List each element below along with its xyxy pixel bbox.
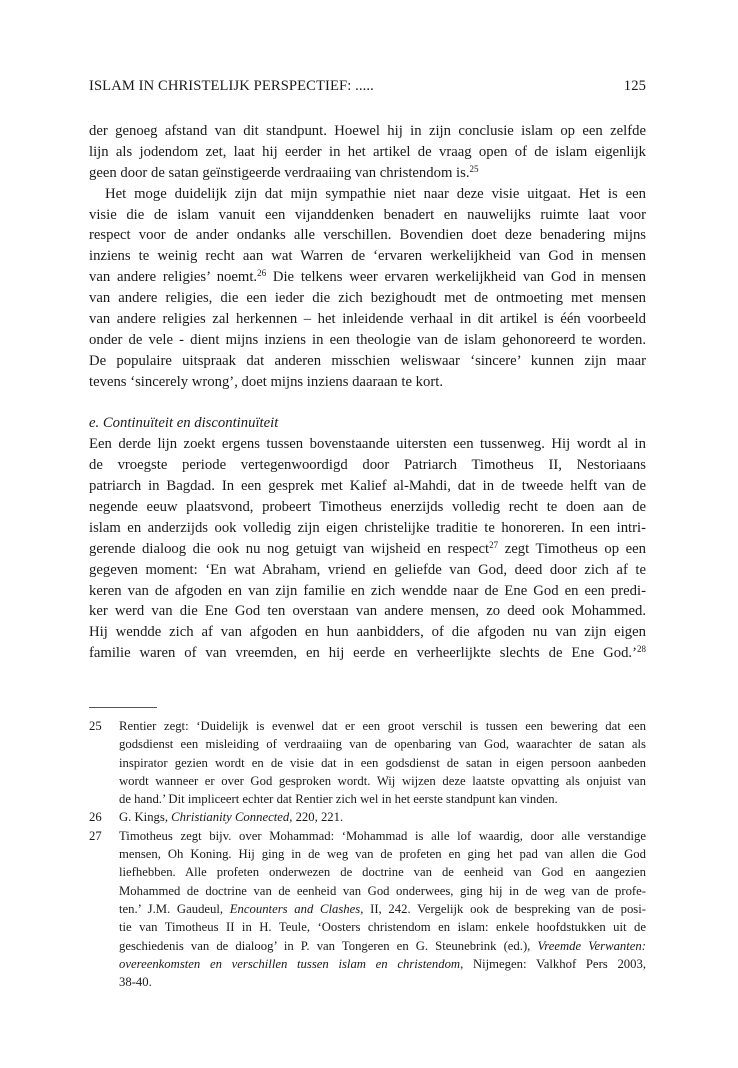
footnote-line: mensen, Oh Koning. Hij ging in de weg van de profeten en ging het pad van allen die God xyxy=(119,847,646,862)
footnote-line xyxy=(119,937,646,955)
body-line: ker werd van die Ene God ten overstaan van andere mensen, zo deed ook Mohammed. xyxy=(89,603,646,620)
body-line: Een derde lijn zoekt ergens tussen bovenstaande uitersten een tussenweg. Hij wordt al in xyxy=(89,436,646,453)
body-line-text: zegt Timotheus op een xyxy=(498,540,647,557)
footnote-ref-26[interactable]: 26 xyxy=(257,268,267,279)
footnote-line: liefhebben. Alle profeten onderwezen de doctrine van de eenheid van God en aangezien xyxy=(119,865,646,880)
body-line: der genoeg afstand van dit standpunt. Hoewel hij in zijn conclusie islam op een zelfde xyxy=(89,123,646,139)
body-line: inziens te weinig recht aan wat Warren de ‘ervaren werkelijkheid van God in mensen xyxy=(89,248,646,265)
body-line xyxy=(89,267,646,288)
section-heading: e. Continuïteit en discontinuïteit xyxy=(89,415,279,432)
footnote-line: Timotheus zegt bijv. over Mohammad: ‘Mohammad is alle lof waardig, door alle verstandige xyxy=(119,828,646,843)
footnote-number: 26 xyxy=(89,810,102,825)
footnote-number: 25 xyxy=(89,719,102,733)
body-line xyxy=(89,163,646,184)
footnote-26 xyxy=(89,808,646,826)
body-line: lijn als jodendom zet, laat hij eerder in het artikel de vraag open of de islam eigenlijk xyxy=(89,143,646,160)
body-line xyxy=(89,539,646,560)
footnote-line: 38-40. xyxy=(119,975,152,990)
footnotes xyxy=(89,717,646,991)
body-line: onder de vele - dient mijns inziens in een theologie van de islam gehonoreerd te worden. xyxy=(89,331,646,348)
footnote-separator xyxy=(89,707,157,708)
body-line: gegeven moment: ‘En wat Abraham, vriend en geliefde van God, deed door zich af te xyxy=(89,561,646,578)
body-line-text: gerende dialoog die ook nu nog getuigt van wijsheid en respect xyxy=(89,540,490,557)
footnote-27 xyxy=(89,827,646,992)
footnote-line: de hand.’ Dit impliceert echter dat Rentier zich wel in het eerste standpunt kan vinden. xyxy=(119,792,558,807)
footnote-text: , II, 242. Vergelijk ook de bespreking van de posi- xyxy=(360,901,646,916)
body-line-text: van andere religies’ noemt. xyxy=(89,269,258,286)
footnote-line: wordt wanneer er over God gesproken wordt. Wij wijzen deze laatste opvatting als onjuist van xyxy=(119,773,646,788)
body-line: Het moge duidelijk zijn dat mijn sympathie niet naar deze visie uitgaat. Het is een xyxy=(105,185,646,202)
footnote-ref-25[interactable]: 25 xyxy=(469,163,479,174)
body-line: De populaire uitspraak dat anderen misschien weliswaar ‘sincere’ kunnen zijn maar xyxy=(89,352,646,369)
body-line-text: geen door de satan geïnstigeerde verdraaiing van christendom is. xyxy=(89,164,470,181)
page-number: 125 xyxy=(623,78,646,94)
footnote-ref-27[interactable]: 27 xyxy=(489,539,499,550)
footnote-line: Mohammed de doctrine van de eenheid van God onderwees, ging hij in de weg van de profe- xyxy=(119,883,646,898)
book-title: overeenkomsten en verschillen tussen islam en christendom xyxy=(119,956,461,971)
footnote-line: godsdienst een misleiding of verdraaiing van de openbaring van God, waarachter de satan als xyxy=(119,737,646,752)
footnote-line xyxy=(119,900,646,918)
footnote-text: geschiedenis van de dialoog’ in P. van Tongeren en G. Steunebrink (ed.), xyxy=(119,938,538,953)
footnote-line: tie van Timotheus II in H. Teule, ‘Oosters christendom en islam: enkele hoofdstukken uit de xyxy=(119,920,646,935)
paragraph-gap xyxy=(89,393,646,414)
body-text xyxy=(89,121,646,664)
footnote-text: ten.’ J.M. Gaudeul, xyxy=(119,901,230,916)
body-line: van andere religies, die een ieder die zich bezighoudt met de ontmoeting met mensen xyxy=(89,290,646,307)
footnote-text: G. Kings, xyxy=(119,810,172,825)
body-line: keren van de afgoden en van zijn familie en zich wendde naar de Ene God en een predi- xyxy=(89,582,646,599)
book-title: Christianity Connected xyxy=(171,810,290,825)
footnote-text: , 220, 221. xyxy=(289,810,344,825)
footnote-line xyxy=(119,808,646,826)
body-line: negende eeuw plaatsvond, probeert Timotheus enerzijds volledig recht te doen aan de xyxy=(89,499,646,516)
book-title: Vreemde Verwanten: xyxy=(537,938,646,953)
body-line: de vroegste periode vertegenwoordigd door Patriarch Timotheus II, Nestoriaans xyxy=(89,457,646,474)
footnote-ref-28[interactable]: 28 xyxy=(637,644,646,655)
footnote-number: 27 xyxy=(89,828,102,843)
footnote-25 xyxy=(89,717,646,808)
footnote-line xyxy=(119,955,646,973)
body-line: patriarch in Bagdad. In een gesprek met Kalief al-Mahdi, dat in de tweede helft van de xyxy=(89,478,646,495)
body-line: Hij wendde zich af van afgoden en hun aanbidders, of die afgoden nu van zijn eigen xyxy=(89,624,646,641)
footnote-text: , Nijmegen: Valkhof Pers 2003, xyxy=(460,956,646,971)
body-line-text: Die telkens weer ervaren werkelijkheid van God in mensen xyxy=(266,269,646,286)
body-line: visie die de islam vanuit een vijanddenken benadert en nauwelijks ruimte laat voor xyxy=(89,206,646,223)
running-title: ISLAM IN CHRISTELIJK PERSPECTIEF: ..... xyxy=(89,78,374,94)
body-line: van andere religies zal herkennen – het inleidende verhaal in dit artikel is één voorbeeld xyxy=(89,311,646,328)
footnote-line: Rentier zegt: ‘Duidelijk is evenwel dat er een groot verschil is tussen een bewering dat een xyxy=(119,719,646,733)
body-line: tevens ‘sincerely wrong’, doet mijns inziens daaraan te kort. xyxy=(89,373,444,390)
book-title: Encounters and Clashes xyxy=(229,901,361,916)
body-line-text: familie waren of van vreemden, en hij eerde en verheerlijkte slechts de Ene God.’ xyxy=(89,645,637,662)
body-line xyxy=(89,643,646,664)
body-line: islam en anderzijds ook volledig zijn eigen christelijke traditie te honoreren. In een intri- xyxy=(89,519,646,536)
body-line: respect voor de ander ondanks alle verschillen. Bovendien doet deze benadering mijns xyxy=(89,227,646,244)
footnote-line: inspirator gezien wordt en de visie dat in een godsdienst de satan in eigen persoon aanbeden xyxy=(119,755,646,770)
